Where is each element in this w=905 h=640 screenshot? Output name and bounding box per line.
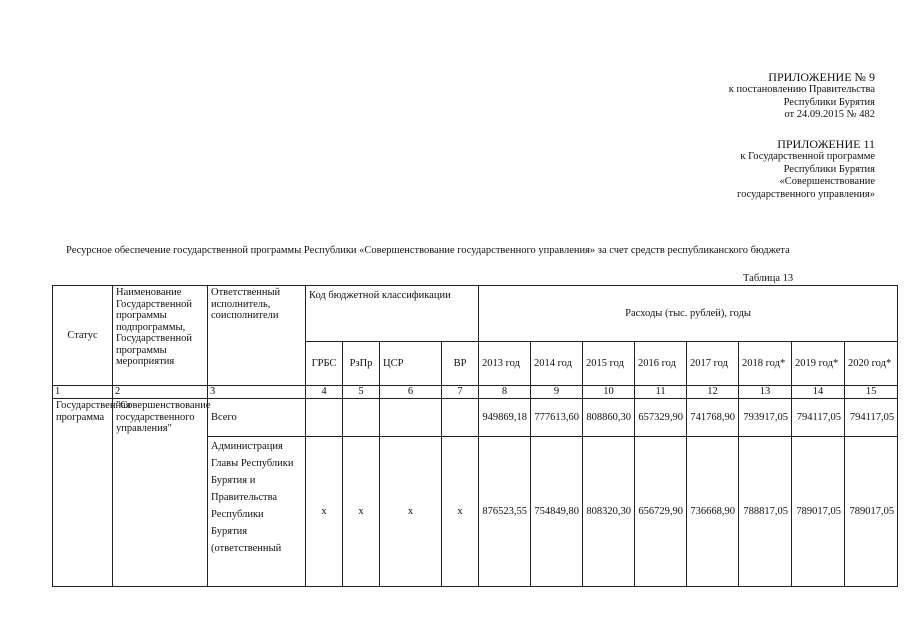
value-cell-2020: 794117,05	[845, 399, 898, 437]
index-cell: 5	[343, 386, 380, 399]
header-year-2020: 2020 год*	[845, 342, 898, 386]
index-cell: 15	[845, 386, 898, 399]
appendix-9-line: Республики Бурятия	[783, 96, 875, 108]
code-cell: х	[343, 437, 380, 587]
appendix-9-line: от 24.09.2015 № 482	[784, 109, 875, 120]
appendix-9-title: ПРИЛОЖЕНИЕ № 9	[768, 70, 875, 84]
header-status: Статус	[53, 286, 113, 386]
header-code-rzpr: РзПр	[343, 342, 380, 386]
index-cell: 14	[792, 386, 845, 399]
code-cell	[306, 399, 343, 437]
header-year-2018: 2018 год*	[739, 342, 792, 386]
appendix-11-line: к Государственной программе	[740, 151, 875, 162]
value-cell-2018: 793917,05	[739, 399, 792, 437]
header-year-2019: 2019 год*	[792, 342, 845, 386]
value-cell-2016: 657329,90	[635, 399, 687, 437]
resource-table	[52, 285, 898, 587]
code-cell	[343, 399, 380, 437]
header-code-grbs: ГРБС	[306, 342, 343, 386]
header-expenses: Расходы (тыс. рублей), годы	[479, 286, 898, 342]
appendix-11-line: Республики Бурятия	[783, 163, 875, 175]
value-cell-2015: 808320,30	[583, 437, 635, 587]
value-cell-2018: 788817,05	[739, 437, 792, 587]
code-cell	[380, 399, 442, 437]
appendix-11-title: ПРИЛОЖЕНИЕ 11	[777, 137, 875, 151]
table-label: Таблица 13	[743, 273, 794, 284]
appendix-11-line: государственного управления»	[737, 188, 875, 200]
index-cell: 1	[53, 386, 113, 399]
header-year-2016: 2016 год	[635, 342, 687, 386]
code-cell: х	[306, 437, 343, 587]
header-name: Наименование Государственной программы подпрограммы, Государственной программы мероприятия	[113, 286, 208, 386]
index-cell: 7	[442, 386, 479, 399]
index-cell: 3	[208, 386, 306, 399]
value-cell-2020: 789017,05	[845, 437, 898, 587]
index-cell: 4	[306, 386, 343, 399]
header-year-2015: 2015 год	[583, 342, 635, 386]
index-cell: 2	[113, 386, 208, 399]
program-status-cell: Государственная программа	[53, 399, 113, 587]
header-budget-code: Код бюджетной классификации	[306, 286, 479, 342]
index-cell: 13	[739, 386, 792, 399]
appendix-11-block	[737, 137, 875, 201]
index-cell: 8	[479, 386, 531, 399]
header-year-2017: 2017 год	[687, 342, 739, 386]
header-row-1	[53, 286, 898, 342]
code-cell: х	[380, 437, 442, 587]
code-cell: х	[442, 437, 479, 587]
value-cell-2013: 876523,55	[479, 437, 531, 587]
value-cell-2017: 741768,90	[687, 399, 739, 437]
index-cell: 11	[635, 386, 687, 399]
executor-cell: Администрация Главы Республики Бурятия и Правительства Республики Бурятия (ответственный	[208, 437, 306, 587]
table-row-total	[53, 399, 898, 437]
header-year-2013: 2013 год	[479, 342, 531, 386]
value-cell-2015: 808860,30	[583, 399, 635, 437]
header-code-csr: ЦСР	[380, 342, 442, 386]
index-cell: 12	[687, 386, 739, 399]
value-cell-2019: 789017,05	[792, 437, 845, 587]
appendix-9-line: к постановлению Правительства	[728, 84, 875, 95]
value-cell-2019: 794117,05	[792, 399, 845, 437]
program-name-cell: "Совершенствование государственного управления"	[113, 399, 208, 587]
header-executor: Ответственный исполнитель, соисполнители	[208, 286, 306, 386]
index-cell: 9	[531, 386, 583, 399]
index-cell: 6	[380, 386, 442, 399]
appendix-9-block	[729, 70, 875, 122]
resource-table-wrapper	[52, 285, 896, 581]
value-cell-2016: 656729,90	[635, 437, 687, 587]
index-cell: 10	[583, 386, 635, 399]
header-code-vr: ВР	[442, 342, 479, 386]
column-index-row	[53, 386, 898, 399]
value-cell-2014: 754849,80	[531, 437, 583, 587]
value-cell-2013: 949869,18	[479, 399, 531, 437]
header-year-2014: 2014 год	[531, 342, 583, 386]
appendix-11-line: «Совершенствование	[779, 176, 875, 187]
code-cell	[442, 399, 479, 437]
document-title: Ресурсное обеспечение государственной программы Республики «Совершенствование государственного управления» за счет средств республиканского бюджета	[66, 245, 790, 256]
value-cell-2014: 777613,60	[531, 399, 583, 437]
executor-cell: Всего	[208, 399, 306, 437]
value-cell-2017: 736668,90	[687, 437, 739, 587]
